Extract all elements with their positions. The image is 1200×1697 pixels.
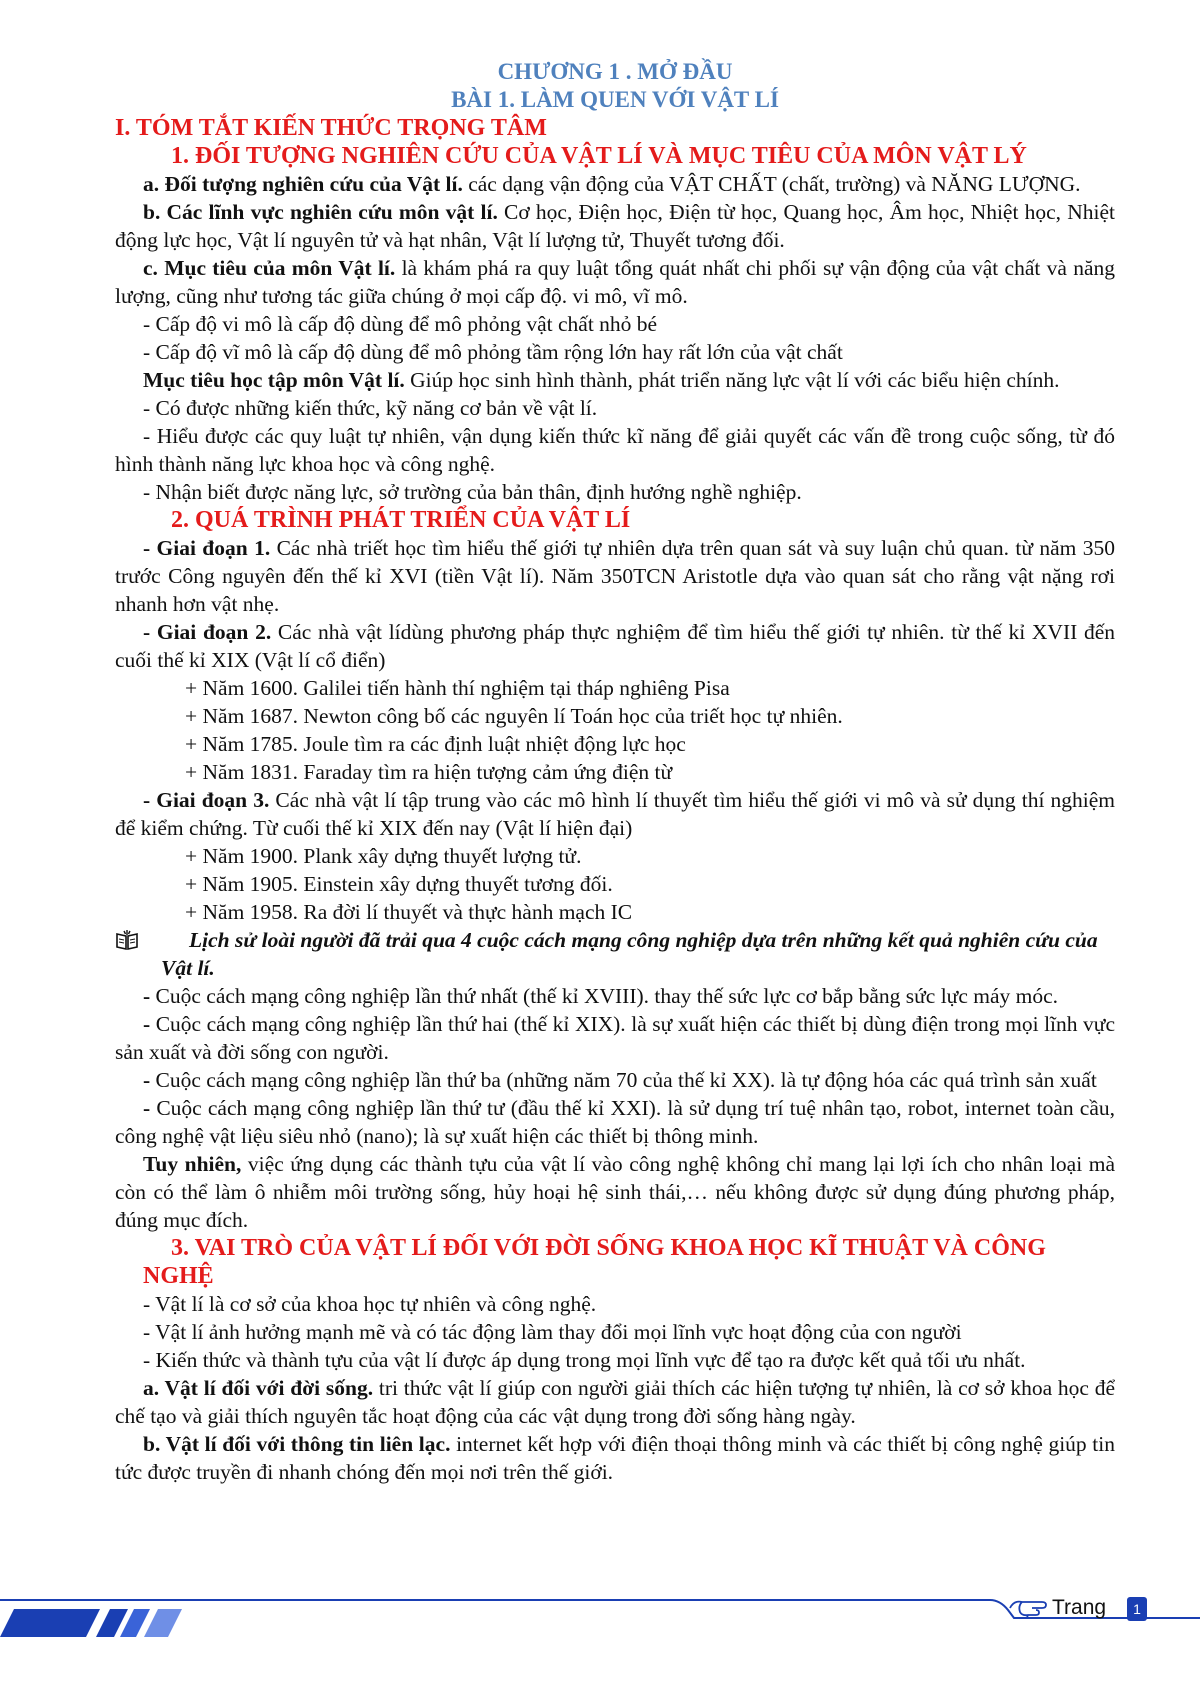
s2-stage-3-item: + Năm 1905. Einstein xây dựng thuyết tương đối. [185, 872, 613, 896]
s2-stage-2-item: + Năm 1600. Galilei tiến hành thí nghiệm tại tháp nghiêng Pisa [185, 676, 730, 700]
s1-paragraph-b: b. Các lĩnh vực nghiên cứu môn vật lí. Cơ học, Điện học, Điện từ học, Quang học, Âm học, Nhiệt học, Nhiệt động lực học, Vật lí nguyên tử và hạt nhân, Vật lí lượng tử, Thuyết tương đối. [115, 200, 1115, 252]
s1-goal: Mục tiêu học tập môn Vật lí. Giúp học sinh hình thành, phát triển năng lực vật lí với các biểu hiện chính. [143, 368, 1060, 392]
s2-stage-3-item: + Năm 1900. Plank xây dựng thuyết lượng tử. [185, 844, 582, 868]
s3-dash-2: - Vật lí ảnh hưởng mạnh mẽ và có tác động làm thay đổi mọi lĩnh vực hoạt động của con người [143, 1320, 962, 1344]
s2-however: Tuy nhiên, việc ứng dụng các thành tựu của vật lí vào công nghệ không chỉ mang lại lợi ích cho nhân loại mà còn có thể làm ô nhiễm môi trường sống, hủy hoại hệ sinh thái,… nếu không được sử dụng đúng phương pháp, đúng mục đích. [115, 1152, 1115, 1232]
document-page [115, 58, 1115, 1486]
s2-stage-1: - Giai đoạn 1. Các nhà triết học tìm hiểu thế giới tự nhiên dựa trên quan sát và suy luận chủ quan. từ năm 350 trước Công nguyên đến thế kỉ XVI (tiền Vật lí). Năm 350TCN Aristotle dựa vào quan sát cho rằng vật nặng rơi nhanh hơn vật nhẹ. [115, 536, 1115, 616]
s1-paragraph-c: c. Mục tiêu của môn Vật lí. là khám phá ra quy luật tổng quát nhất chi phối sự vận động của vật chất và năng lượng, cũng như tương tác giữa chúng ở mọi cấp độ. vi mô, vĩ mô. [115, 256, 1115, 308]
section-2-heading: 2. QUÁ TRÌNH PHÁT TRIỂN CỦA VẬT LÍ [171, 507, 631, 533]
s3-dash-1: - Vật lí là cơ sở của khoa học tự nhiên và công nghệ. [143, 1292, 597, 1316]
revolution-note: Lịch sử loài người đã trải qua 4 cuộc cách mạng công nghiệp dựa trên những kết quả nghiên cứu của Vật lí. [115, 926, 1115, 982]
pointing-hand-icon [1008, 1596, 1052, 1620]
section-1-heading: 1. ĐỐI TƯỢNG NGHIÊN CỨU CỦA VẬT LÍ VÀ MỤC TIÊU CỦA MÔN VẬT LÝ [171, 143, 1027, 169]
s2-stage-3-item: + Năm 1958. Ra đời lí thuyết và thực hành mạch IC [185, 900, 633, 924]
s1-paragraph-a: a. Đối tượng nghiên cứu của Vật lí. các dạng vận động của VẬT CHẤT (chất, trường) và NĂNG LƯỢNG. [143, 172, 1081, 196]
s3-paragraph-b: b. Vật lí đối với thông tin liên lạc. internet kết hợp với điện thoại thông minh và các thiết bị công nghệ giúp tin tức được truyền đi nhanh chóng đến mọi nơi trên thế giới. [115, 1432, 1115, 1484]
s1-goal-2: - Hiểu được các quy luật tự nhiên, vận dụng kiến thức kĩ năng để giải quyết các vấn đề trong cuộc sống, từ đó hình thành năng lực khoa học và công nghệ. [115, 424, 1115, 476]
s2-stage-2-item: + Năm 1831. Faraday tìm ra hiện tượng cảm ứng điện từ [185, 760, 673, 784]
lesson-title: BÀI 1. LÀM QUEN VỚI VẬT LÍ [451, 87, 779, 112]
page-number-badge: 1 [1127, 1597, 1147, 1621]
chapter-title: CHƯƠNG 1 . MỞ ĐẦU [497, 59, 733, 84]
s1-goal-1: - Có được những kiến thức, kỹ năng cơ bản về vật lí. [143, 396, 598, 420]
page-label: Trang [1052, 1596, 1107, 1619]
revolution-4: - Cuộc cách mạng công nghiệp lần thứ tư (đầu thế kỉ XXI). là sử dụng trí tuệ nhân tạo, robot, internet toàn cầu, công nghệ vật liệu siêu nhỏ (nano); là sự xuất hiện các thiết bị thông minh. [115, 1096, 1115, 1148]
part-heading: I. TÓM TẮT KIẾN THỨC TRỌNG TÂM [115, 115, 547, 141]
s1-goal-3: - Nhận biết được năng lực, sở trường của bản thân, định hướng nghề nghiệp. [143, 480, 802, 504]
book-icon [115, 928, 139, 952]
s1-dash-2: - Cấp độ vĩ mô là cấp độ dùng để mô phỏng tầm rộng lớn hay rất lớn của vật chất [143, 340, 843, 364]
revolution-2: - Cuộc cách mạng công nghiệp lần thứ hai (thế kỉ XIX). là sự xuất hiện các thiết bị dùng điện trong mọi lĩnh vực sản xuất và đời sống con người. [115, 1012, 1115, 1064]
s2-stage-2: - Giai đoạn 2. Các nhà vật lídùng phương pháp thực nghiệm để tìm hiểu thế giới tự nhiên. từ thế kỉ XVII đến cuối thế kỉ XIX (Vật lí cổ điển) [115, 620, 1116, 672]
s3-dash-3: - Kiến thức và thành tựu của vật lí được áp dụng trong mọi lĩnh vực để tạo ra được kết quả tối ưu nhất. [143, 1348, 1026, 1372]
section-3-heading: 3. VAI TRÒ CỦA VẬT LÍ ĐỐI VỚI ĐỜI SỐNG KHOA HỌC KĨ THUẬT VÀ CÔNG NGHỆ [143, 1235, 1046, 1289]
footer-stripes [0, 1607, 190, 1637]
s2-stage-2-item: + Năm 1687. Newton công bố các nguyên lí Toán học của triết học tự nhiên. [185, 704, 843, 728]
s1-dash-1: - Cấp độ vi mô là cấp độ dùng để mô phỏng vật chất nhỏ bé [143, 312, 658, 336]
revolution-1: - Cuộc cách mạng công nghiệp lần thứ nhất (thế kỉ XVIII). thay thế sức lực cơ bắp bằng sức lực máy móc. [143, 984, 1059, 1008]
s2-stage-3: - Giai đoạn 3. Các nhà vật lí tập trung vào các mô hình lí thuyết tìm hiểu thế giới vi mô và sử dụng thí nghiệm để kiểm chứng. Từ cuối thế kỉ XIX đến nay (Vật lí hiện đại) [115, 788, 1115, 840]
s2-stage-2-item: + Năm 1785. Joule tìm ra các định luật nhiệt động lực học [185, 732, 686, 756]
revolution-3: - Cuộc cách mạng công nghiệp lần thứ ba (những năm 70 của thế kỉ XX). là tự động hóa các quá trình sản xuất [143, 1068, 1097, 1092]
s3-paragraph-a: a. Vật lí đối với đời sống. tri thức vật lí giúp con người giải thích các hiện tượng tự nhiên, là cơ sở khoa học để chế tạo và giải thích nguyên tắc hoạt động của các vật dụng trong đời sống hàng ngày. [115, 1376, 1115, 1428]
